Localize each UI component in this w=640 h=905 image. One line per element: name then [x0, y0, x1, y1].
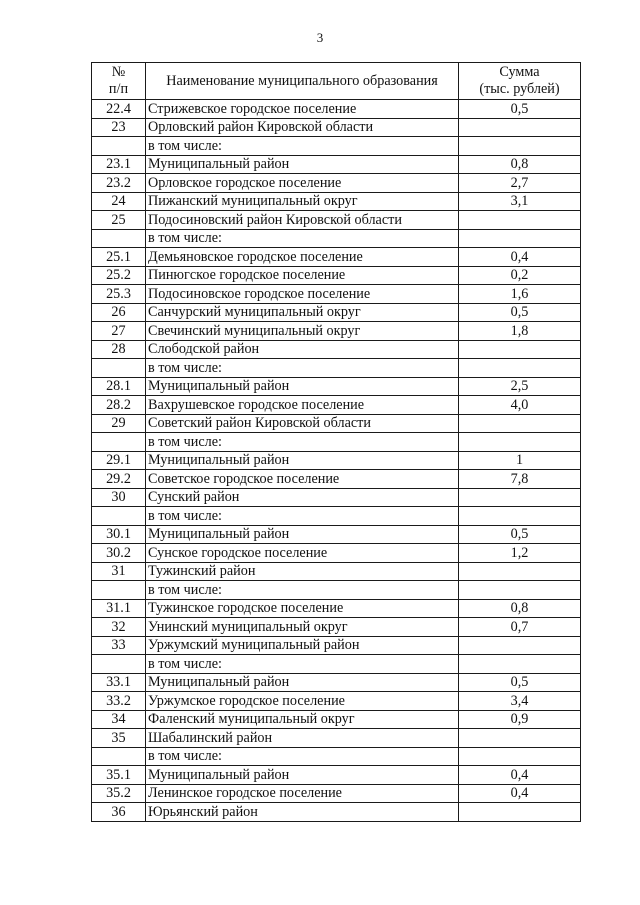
page-number: 3: [316, 30, 324, 45]
amount-cell: [459, 340, 581, 359]
column-header-sum-line1: Сумма: [499, 64, 540, 80]
table-row: [92, 322, 581, 341]
municipality-name-cell: в том числе:: [146, 581, 459, 600]
column-header-sum: [459, 63, 581, 100]
amount-cell: 7,8: [459, 470, 581, 489]
table-row: [92, 229, 581, 248]
amount-cell: [459, 359, 581, 378]
municipality-name-cell: Тужинское городское поселение: [146, 599, 459, 618]
table-row: [92, 581, 581, 600]
municipality-name-cell: Слободской район: [146, 340, 459, 359]
municipality-name-cell: Юрьянский район: [146, 803, 459, 822]
municipality-name-cell: в том числе:: [146, 137, 459, 156]
column-header-sum-line2: (тыс. рублей): [479, 81, 560, 97]
column-header-number: [92, 63, 146, 100]
table-row: [92, 729, 581, 748]
amount-cell: [459, 433, 581, 452]
table-row: [92, 377, 581, 396]
row-number-cell: [92, 137, 146, 156]
amount-cell: 4,0: [459, 396, 581, 415]
row-number-cell: 33.2: [92, 692, 146, 711]
municipality-name-cell: Муниципальный район: [146, 155, 459, 174]
row-number-cell: [92, 747, 146, 766]
amount-cell: [459, 581, 581, 600]
column-header-name: [146, 63, 459, 100]
municipality-name-cell: Пинюгское городское поселение: [146, 266, 459, 285]
row-number-cell: 28.1: [92, 377, 146, 396]
table-row: [92, 285, 581, 304]
table-row: [92, 118, 581, 137]
table-row: [92, 433, 581, 452]
municipality-name-cell: Подосиновское городское поселение: [146, 285, 459, 304]
row-number-cell: 33: [92, 636, 146, 655]
table-row: [92, 766, 581, 785]
row-number-cell: 35.2: [92, 784, 146, 803]
table-row: [92, 266, 581, 285]
amount-cell: [459, 211, 581, 230]
amount-cell: 1,2: [459, 544, 581, 563]
municipality-name-cell: в том числе:: [146, 507, 459, 526]
row-number-cell: [92, 507, 146, 526]
row-number-cell: [92, 655, 146, 674]
amount-cell: 0,9: [459, 710, 581, 729]
row-number-cell: 28.2: [92, 396, 146, 415]
table-body: [92, 100, 581, 822]
amount-cell: [459, 636, 581, 655]
municipality-name-cell: Уржумский муниципальный район: [146, 636, 459, 655]
municipality-name-cell: Орловское городское поселение: [146, 174, 459, 193]
amount-cell: 0,5: [459, 100, 581, 119]
row-number-cell: 29.2: [92, 470, 146, 489]
municipality-name-cell: Орловский район Кировской области: [146, 118, 459, 137]
municipality-name-cell: в том числе:: [146, 433, 459, 452]
row-number-cell: 29: [92, 414, 146, 433]
row-number-cell: 22.4: [92, 100, 146, 119]
row-number-cell: 25: [92, 211, 146, 230]
table-row: [92, 414, 581, 433]
amount-cell: 0,4: [459, 784, 581, 803]
amount-cell: [459, 507, 581, 526]
column-header-name-text: Наименование муниципального образования: [166, 72, 438, 89]
municipality-name-cell: Муниципальный район: [146, 525, 459, 544]
amount-cell: [459, 488, 581, 507]
table-row: [92, 174, 581, 193]
amount-cell: 0,5: [459, 525, 581, 544]
municipality-name-cell: Муниципальный район: [146, 451, 459, 470]
amount-cell: 0,8: [459, 599, 581, 618]
municipality-name-cell: Демьяновское городское поселение: [146, 248, 459, 267]
amount-cell: [459, 118, 581, 137]
row-number-cell: 25.1: [92, 248, 146, 267]
column-header-number-line1: №: [111, 64, 126, 80]
table-row: [92, 507, 581, 526]
amount-cell: 0,5: [459, 303, 581, 322]
municipality-name-cell: Стрижевское городское поселение: [146, 100, 459, 119]
municipality-name-cell: Советское городское поселение: [146, 470, 459, 489]
municipality-name-cell: в том числе:: [146, 747, 459, 766]
row-number-cell: 23.2: [92, 174, 146, 193]
municipality-name-cell: Ленинское городское поселение: [146, 784, 459, 803]
amount-cell: 0,4: [459, 248, 581, 267]
table-row: [92, 359, 581, 378]
amount-cell: [459, 562, 581, 581]
municipality-name-cell: Муниципальный район: [146, 377, 459, 396]
amount-cell: [459, 137, 581, 156]
municipality-name-cell: Пижанский муниципальный округ: [146, 192, 459, 211]
table-row: [92, 100, 581, 119]
amount-cell: [459, 747, 581, 766]
table-row: [92, 137, 581, 156]
amount-cell: 0,2: [459, 266, 581, 285]
table-row: [92, 618, 581, 637]
municipality-name-cell: Тужинский район: [146, 562, 459, 581]
table-row: [92, 340, 581, 359]
municipality-name-cell: Вахрушевское городское поселение: [146, 396, 459, 415]
municipality-name-cell: Унинский муниципальный округ: [146, 618, 459, 637]
municipality-name-cell: Свечинский муниципальный округ: [146, 322, 459, 341]
municipality-name-cell: в том числе:: [146, 229, 459, 248]
municipality-name-cell: Подосиновский район Кировской области: [146, 211, 459, 230]
municipality-name-cell: Шабалинский район: [146, 729, 459, 748]
column-header-number-line2: п/п: [108, 81, 129, 97]
municipality-name-cell: в том числе:: [146, 655, 459, 674]
municipality-name-cell: Сунское городское поселение: [146, 544, 459, 563]
amount-cell: 3,4: [459, 692, 581, 711]
amount-cell: 0,7: [459, 618, 581, 637]
amount-cell: 3,1: [459, 192, 581, 211]
row-number-cell: 30.1: [92, 525, 146, 544]
amount-cell: 1: [459, 451, 581, 470]
row-number-cell: 25.2: [92, 266, 146, 285]
row-number-cell: 23: [92, 118, 146, 137]
row-number-cell: 23.1: [92, 155, 146, 174]
amount-cell: 0,8: [459, 155, 581, 174]
table-header-row: [92, 63, 581, 100]
table-row: [92, 470, 581, 489]
table-row: [92, 211, 581, 230]
row-number-cell: 26: [92, 303, 146, 322]
row-number-cell: [92, 433, 146, 452]
table-row: [92, 544, 581, 563]
amount-cell: 2,5: [459, 377, 581, 396]
row-number-cell: 24: [92, 192, 146, 211]
amount-cell: 1,8: [459, 322, 581, 341]
row-number-cell: 30.2: [92, 544, 146, 563]
amount-cell: 1,6: [459, 285, 581, 304]
table-row: [92, 747, 581, 766]
municipality-name-cell: Муниципальный район: [146, 673, 459, 692]
table-row: [92, 451, 581, 470]
table-row: [92, 803, 581, 822]
row-number-cell: 35.1: [92, 766, 146, 785]
amount-cell: [459, 414, 581, 433]
table-row: [92, 655, 581, 674]
row-number-cell: 32: [92, 618, 146, 637]
allocation-table: [91, 62, 581, 822]
row-number-cell: 33.1: [92, 673, 146, 692]
table-row: [92, 710, 581, 729]
row-number-cell: 25.3: [92, 285, 146, 304]
municipality-name-cell: Фаленский муниципальный округ: [146, 710, 459, 729]
amount-cell: [459, 803, 581, 822]
table-row: [92, 692, 581, 711]
row-number-cell: [92, 581, 146, 600]
municipality-name-cell: в том числе:: [146, 359, 459, 378]
amount-cell: [459, 229, 581, 248]
table-row: [92, 488, 581, 507]
table-row: [92, 784, 581, 803]
table-row: [92, 192, 581, 211]
table-row: [92, 248, 581, 267]
amount-cell: 0,4: [459, 766, 581, 785]
table-row: [92, 562, 581, 581]
table-row: [92, 303, 581, 322]
table-row: [92, 396, 581, 415]
municipality-name-cell: Санчурский муниципальный округ: [146, 303, 459, 322]
row-number-cell: 28: [92, 340, 146, 359]
row-number-cell: 35: [92, 729, 146, 748]
table-row: [92, 636, 581, 655]
row-number-cell: [92, 229, 146, 248]
row-number-cell: 31: [92, 562, 146, 581]
table-row: [92, 673, 581, 692]
municipality-name-cell: Советский район Кировской области: [146, 414, 459, 433]
row-number-cell: 27: [92, 322, 146, 341]
row-number-cell: 29.1: [92, 451, 146, 470]
row-number-cell: 36: [92, 803, 146, 822]
amount-cell: [459, 729, 581, 748]
table-row: [92, 599, 581, 618]
municipality-name-cell: Уржумское городское поселение: [146, 692, 459, 711]
row-number-cell: 31.1: [92, 599, 146, 618]
row-number-cell: 34: [92, 710, 146, 729]
row-number-cell: [92, 359, 146, 378]
table-row: [92, 155, 581, 174]
table-row: [92, 525, 581, 544]
row-number-cell: 30: [92, 488, 146, 507]
municipality-name-cell: Муниципальный район: [146, 766, 459, 785]
municipality-name-cell: Сунский район: [146, 488, 459, 507]
amount-cell: 0,5: [459, 673, 581, 692]
amount-cell: 2,7: [459, 174, 581, 193]
amount-cell: [459, 655, 581, 674]
